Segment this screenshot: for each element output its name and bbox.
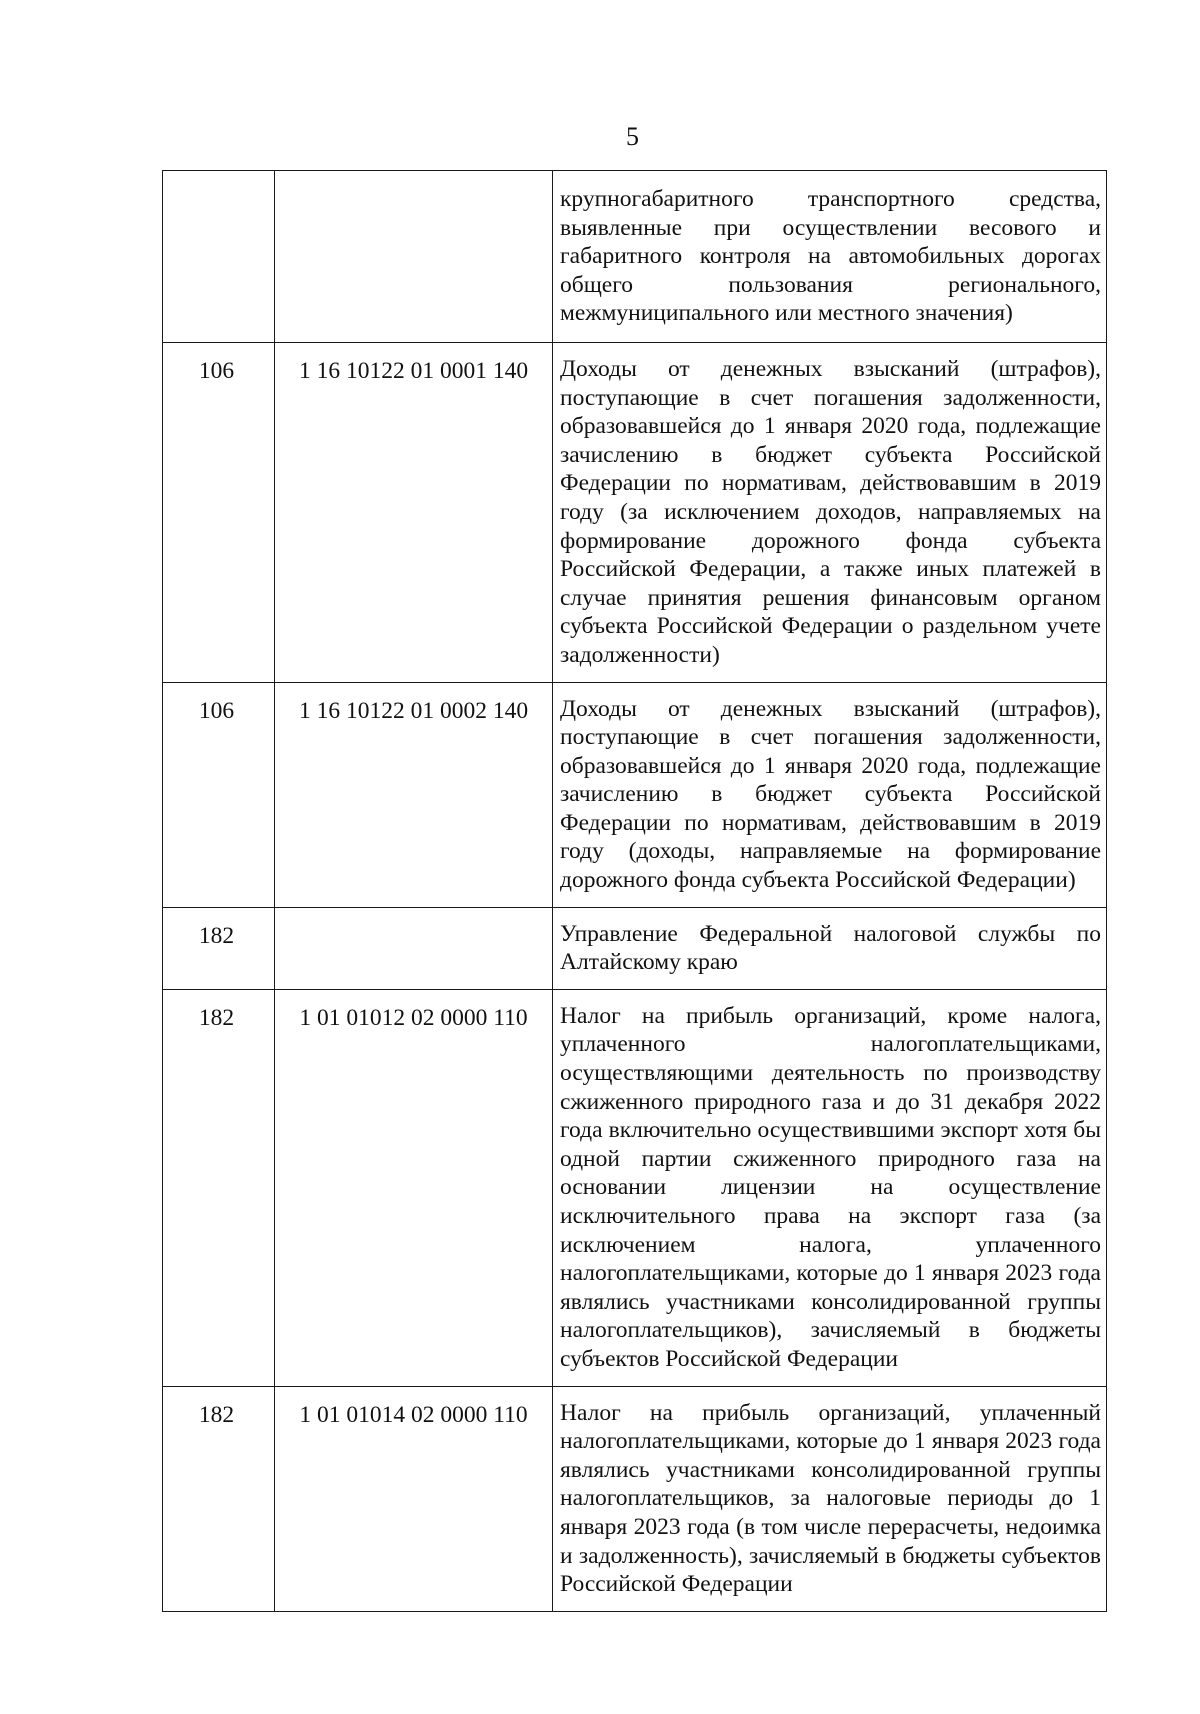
page-number: 5 <box>626 122 639 151</box>
table-row <box>163 907 1107 989</box>
table-row <box>163 342 1107 682</box>
revenue-name-cell: Доходы от денежных взысканий (штрафов), поступающие в счет погашения задолженности, образовавшейся до 1 января 2020 года, подлежащие зачислению в бюджет субъекта Российской Федерации по нормативам, действовавшим в 2019 году (за исключением доходов, направляемых на формирование дорожного фонда субъекта Российской Федерации, а также иных платежей в случае принятия решения финансовым органом субъекта Российской Федерации о раздельном учете задолженности) <box>553 342 1107 682</box>
revenue-name-cell: Налог на прибыль организаций, уплаченный налогоплательщиками, которые до 1 января 2023 года являлись участниками консолидированной группы налогоплательщиков, за налоговые периоды до 1 января 2023 года (в том числе перерасчеты, недоимка и задолженность), зачисляемый в бюджеты субъектов Российской Федерации <box>553 1386 1107 1611</box>
administrator-code-cell: 106 <box>163 682 275 907</box>
budget-classification-code-cell: 1 01 01012 02 0000 110 <box>275 989 553 1386</box>
administrator-code-cell: 182 <box>163 989 275 1386</box>
budget-classification-code-cell: 1 16 10122 01 0002 140 <box>275 682 553 907</box>
budget-classification-code-cell <box>275 907 553 989</box>
revenue-classification-table <box>162 170 1107 1612</box>
budget-classification-code-cell: 1 01 01014 02 0000 110 <box>275 1386 553 1611</box>
table-row <box>163 989 1107 1386</box>
revenue-name-cell: Управление Федеральной налоговой службы по Алтайскому краю <box>553 907 1107 989</box>
revenue-name-cell: крупногабаритного транспортного средства, выявленные при осуществлении весового и габаритного контроля на автомобильных дорогах общего пользования регионального, межмуниципального или местного значения) <box>553 171 1107 343</box>
administrator-code-cell: 106 <box>163 342 275 682</box>
budget-classification-code-cell <box>275 171 553 343</box>
administrator-code-cell: 182 <box>163 1386 275 1611</box>
table-row <box>163 682 1107 907</box>
table-row <box>163 1386 1107 1611</box>
administrator-code-cell: 182 <box>163 907 275 989</box>
budget-classification-code-cell: 1 16 10122 01 0001 140 <box>275 342 553 682</box>
administrator-code-cell <box>163 171 275 343</box>
revenue-name-cell: Налог на прибыль организаций, кроме налога, уплаченного налогоплательщиками, осуществляющими деятельность по производству сжиженного природного газа и до 31 декабря 2022 года включительно осуществившими экспорт хотя бы одной партии сжиженного природного газа на основании лицензии на осуществление исключительного права на экспорт газа (за исключением налога, уплаченного налогоплательщиками, которые до 1 января 2023 года являлись участниками консолидированной группы налогоплательщиков), зачисляемый в бюджеты субъектов Российской Федерации <box>553 989 1107 1386</box>
revenue-name-cell: Доходы от денежных взысканий (штрафов), поступающие в счет погашения задолженности, образовавшейся до 1 января 2020 года, подлежащие зачислению в бюджет субъекта Российской Федерации по нормативам, действовавшим в 2019 году (доходы, направляемые на формирование дорожного фонда субъекта Российской Федерации) <box>553 682 1107 907</box>
table-row <box>163 171 1107 343</box>
